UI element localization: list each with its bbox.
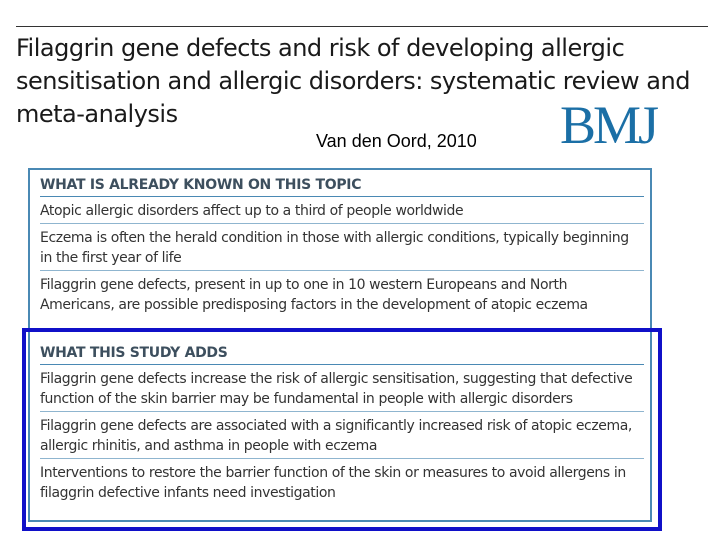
adds-heading: WHAT THIS STUDY ADDS	[40, 344, 644, 365]
adds-item: Interventions to restore the barrier function of the skin or measures to avoid allergens in filaggrin defective infants need investigation	[40, 465, 626, 501]
adds-item: Filaggrin gene defects increase the risk of allergic sensitisation, suggesting that defective function of the skin barrier may be fundamental in people with allergic disorders	[40, 365, 644, 412]
known-item: Eczema is often the herald condition in those with allergic conditions, typically beginning in the first year of life	[40, 224, 644, 271]
adds-section	[40, 344, 644, 505]
top-rule	[16, 26, 708, 27]
adds-item: Filaggrin gene defects are associated with a significantly increased risk of atopic eczema, allergic rhinitis, and asthma in people with eczema	[40, 412, 644, 459]
author-citation: Van den Oord, 2010	[316, 131, 477, 151]
known-item: Atopic allergic disorders affect up to a third of people worldwide	[40, 197, 644, 224]
known-heading: WHAT IS ALREADY KNOWN ON THIS TOPIC	[40, 176, 644, 197]
bmj-logo: BMJ	[560, 95, 657, 155]
article-title: Filaggrin gene defects and risk of developing allergic sensitisation and allergic disorders: systematic review and meta-analysis	[16, 34, 690, 128]
known-item: Filaggrin gene defects, present in up to one in 10 western Europeans and North Americans, are possible predisposing factors in the development of atopic eczema	[40, 277, 588, 313]
known-section	[40, 176, 644, 317]
summary-box	[28, 168, 652, 522]
